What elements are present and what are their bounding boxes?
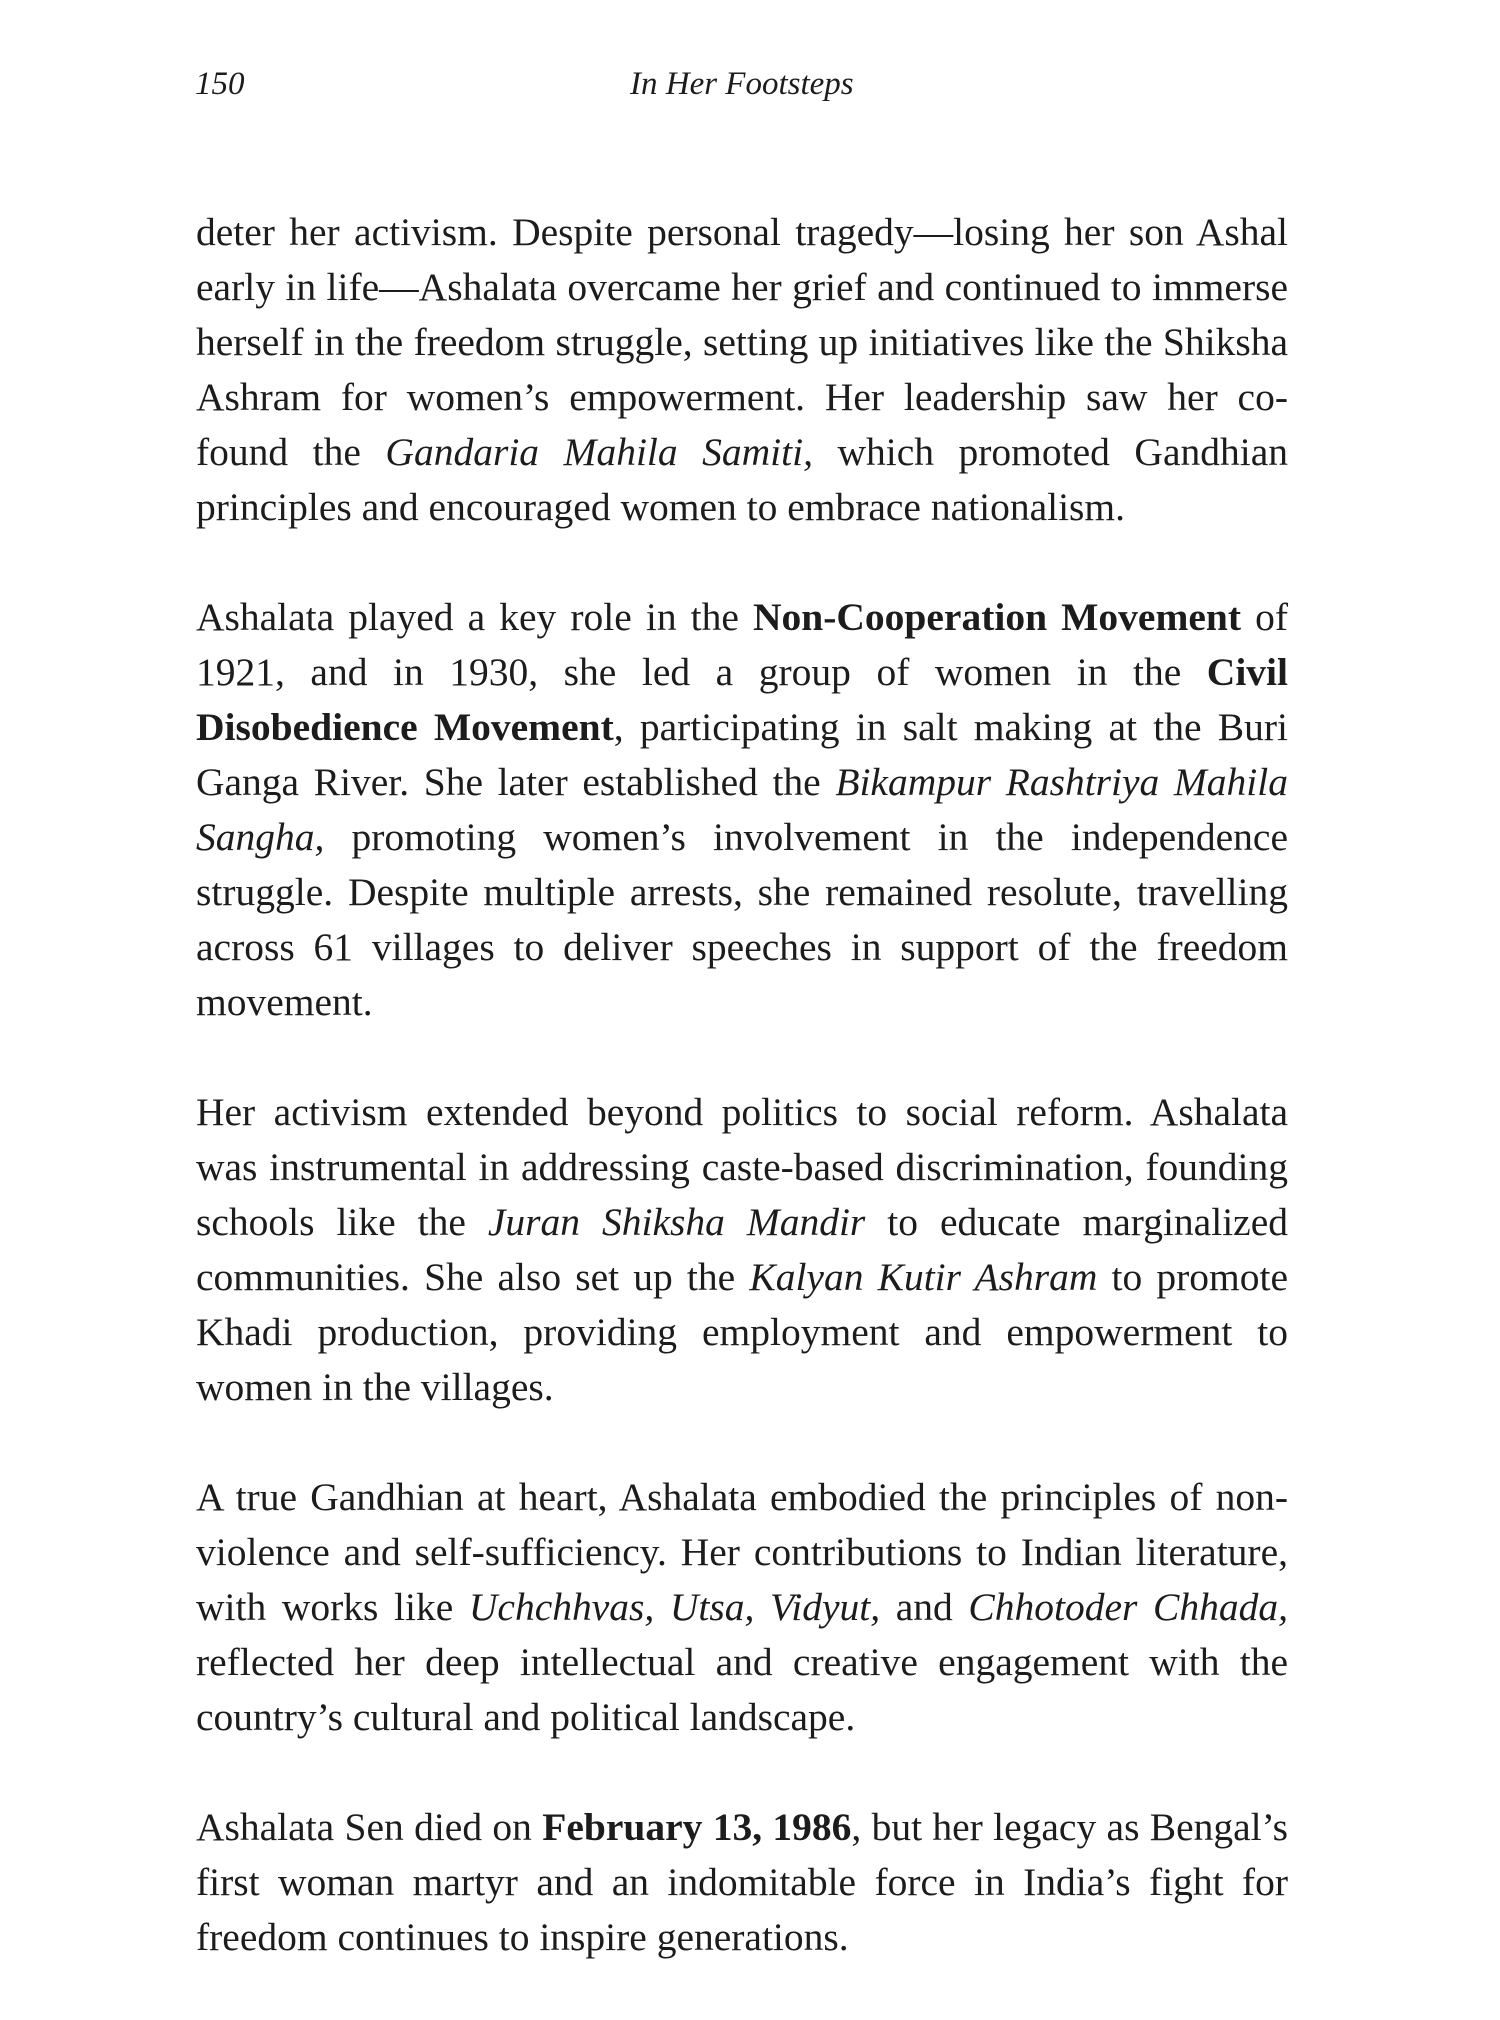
body-text (196, 205, 1288, 2020)
paragraph (196, 1085, 1288, 1415)
text-run: and (880, 1585, 969, 1629)
text-run: reflected her deep intellectual and creative engagement with the country’s cultural and political landscape. (196, 1640, 1288, 1739)
text-run: to educate marginalized communities. She also set up the (196, 1200, 1288, 1299)
italic-title: Chhotoder Chhada, (968, 1585, 1288, 1629)
text-run: A true Gandhian at heart, Ashalata embodied the principles of non-violence and self-sufficiency. Her contributions to Indian literature, with works like (196, 1475, 1288, 1629)
italic-title: Uchchhvas, Utsa, Vidyut, (468, 1585, 881, 1629)
bold-term: February 13, 1986 (542, 1805, 852, 1849)
text-run: , participating in salt making at the Buri Ganga River. She later established the (196, 705, 1289, 804)
text-run: which promoted Gandhian principles and encouraged women to embrace nationalism. (196, 430, 1288, 529)
text-run: to promote Khadi production, providing employment and empowerment to women in the villages. (196, 1255, 1288, 1409)
text-run: Ashalata played a key role in the (196, 595, 753, 639)
text-run: promoting women’s involvement in the independence struggle. Despite multiple arrests, she remained resolute, travelling across 61 villages to deliver speeches in support of the freedom movement. (196, 815, 1288, 1024)
italic-title: Juran Shiksha Mandir (487, 1200, 866, 1244)
italic-title: Gandaria Mahila Samiti, (385, 430, 813, 474)
running-title: In Her Footsteps (630, 66, 854, 102)
italic-title: Kalyan Kutir Ashram (749, 1255, 1098, 1299)
text-run: Her activism extended beyond politics to social reform. Ashalata was instrumental in addressing caste-based discrimination, founding schools like the (196, 1090, 1288, 1244)
paragraph (196, 590, 1288, 1030)
paragraph (196, 1470, 1288, 1745)
paragraph (196, 1800, 1288, 1965)
text-run: Ashalata Sen died on (196, 1805, 543, 1849)
bold-term: Non-Cooperation Movement (753, 595, 1242, 639)
text-run: deter her activism. Despite personal tragedy—losing her son Ashal early in life—Ashalata overcame her grief and continued to immerse herself in the freedom struggle, setting up initiatives like the Shiksha Ashram for women’s empowerment. Her leadership saw her co-found the (196, 210, 1288, 474)
page-header (195, 66, 1295, 126)
text-run: of 1921, and in 1930, she led a group of women in the (196, 595, 1288, 694)
text-run: , but her legacy as Bengal’s first woman martyr and an indomitable force in India’s fight for freedom continues to inspire generations. (196, 1805, 1288, 1959)
paragraph (196, 205, 1288, 535)
italic-title: Bikampur Rashtriya Mahila Sangha, (196, 760, 1288, 859)
page-number: 150 (195, 66, 245, 102)
bold-term: Civil Disobedience Movement (196, 650, 1288, 749)
